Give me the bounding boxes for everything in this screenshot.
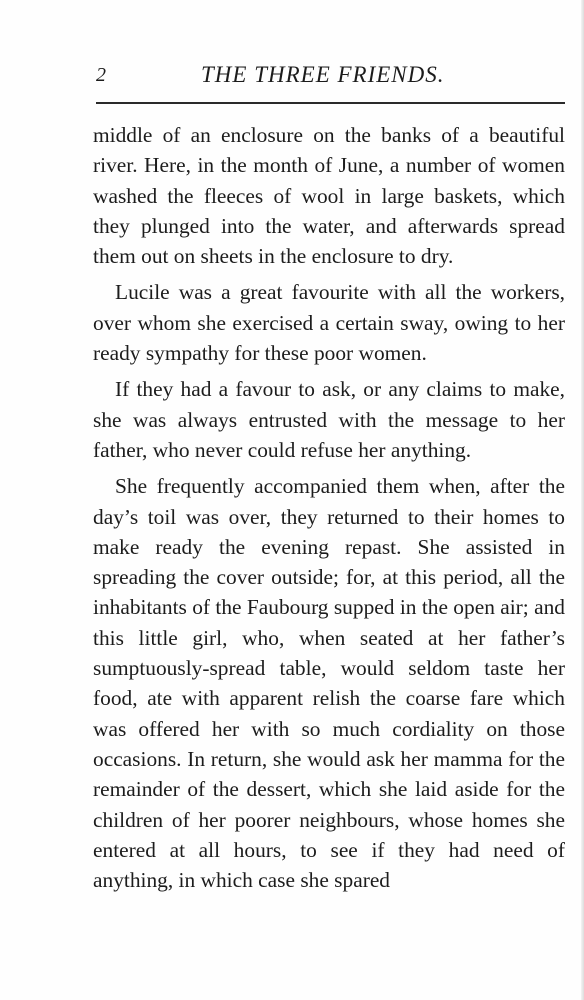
paragraph-3: If they had a favour to ask, or any claims to make, she was always entrusted with the message to her father, who never could refuse her anything. [93,377,565,462]
body-text [93,120,565,895]
paragraph-1: middle of an enclosure on the banks of a beautiful river. Here, in the month of June, a number of women washed the fleeces of wool in large baskets, which they plunged into the water, and afterwards spread them out on sheets in the enclosure to dry. [93,123,565,269]
running-title: THE THREE FRIENDS. [201,62,445,87]
paragraph-4: She frequently accompanied them when, after the day’s toil was over, they returned to their homes to make ready the evening repast. She assisted in spreading the cover outside; for, at this period, all the inhabitants of the Faubourg supped in the open air; and this little girl, who, when seated at her father’s sumptuously-spread table, would seldom taste her food, ate with apparent relish the coarse fare which was offered her with so much cordiality on those occasions. In return, she would ask her mamma for the remainder of the dessert, which she laid aside for the children of her poorer neighbours, whose homes she entered at all hours, to see if they had need of anything, in which case she spared [93,474,565,893]
paragraph-2: Lucile was a great favourite with all the workers, over whom she exercised a certain sway, owing to her ready sympathy for these poor women. [93,280,565,366]
page-header [96,62,566,92]
page-number: 2 [96,64,106,86]
header-rule [96,102,565,104]
